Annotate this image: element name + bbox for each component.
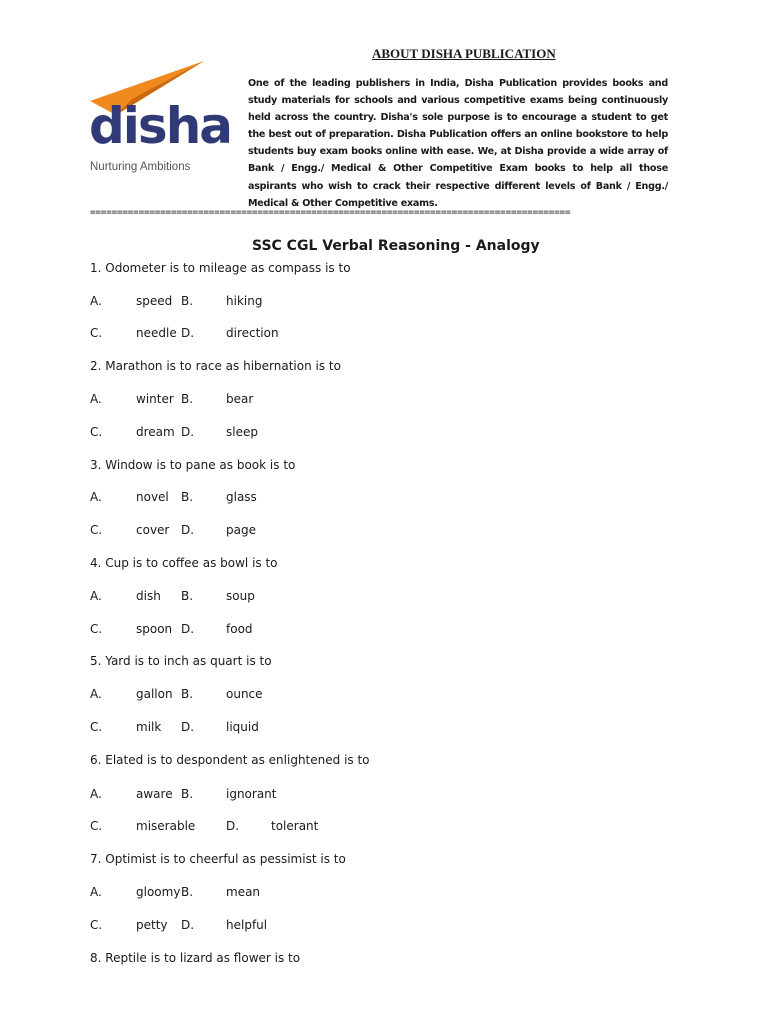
option-value-a: winter [136, 392, 174, 406]
option-label-a: A. [90, 392, 102, 406]
question-3: 3. Window is to pane as book is to [90, 458, 296, 472]
option-label-a: A. [90, 885, 102, 899]
question-4: 4. Cup is to coffee as bowl is to [90, 556, 278, 570]
option-value-a: gallon [136, 687, 173, 701]
option-value-d: helpful [226, 918, 268, 932]
option-value-c: milk [136, 720, 162, 734]
option-label-c: C. [90, 326, 103, 340]
option-value-b: soup [226, 589, 255, 603]
option-label-c: C. [90, 918, 103, 932]
option-value-d: page [226, 523, 256, 537]
option-label-b: B. [181, 392, 194, 406]
question-2: 2. Marathon is to race as hibernation is to [90, 359, 341, 373]
option-value-b: bear [226, 392, 254, 406]
option-label-d: D. [181, 918, 195, 932]
question-1: 1. Odometer is to mileage as compass is to [90, 261, 351, 275]
option-value-b: mean [226, 885, 261, 899]
option-value-d: sleep [226, 425, 258, 439]
option-value-d: liquid [226, 720, 259, 734]
option-label-d: D. [181, 326, 195, 340]
question-8: 8. Reptile is to lizard as flower is to [90, 951, 301, 965]
option-value-b: ounce [226, 687, 263, 701]
option-label-c: C. [90, 819, 103, 833]
option-label-c: C. [90, 622, 103, 636]
option-label-d: D. [181, 622, 195, 636]
option-value-b: glass [226, 490, 257, 504]
option-label-b: B. [181, 885, 194, 899]
option-label-c: C. [90, 425, 103, 439]
option-value-d: tolerant [271, 819, 319, 833]
option-label-c: C. [90, 720, 103, 734]
option-value-a: dish [136, 589, 161, 603]
option-value-c: miserable [136, 819, 196, 833]
option-label-b: B. [181, 787, 194, 801]
logo-wordmark: disha [89, 97, 232, 155]
section-divider: ========================================================================================= [90, 207, 571, 218]
option-label-d: D. [181, 425, 195, 439]
about-paragraph: One of the leading publishers in India, Disha Publication provides books and study materials for schools and various competitive exams being continuously held across the country. Disha's sole purpose is to encourage a student to get the best out of preparation. Disha Publication offers an online bookstore to help students buy exam books online with ease. We, at Disha provide a wide array of Bank / Engg./ Medical & Other Competitive Exam books to help all those aspirants who wish to crack their respective different levels of Bank / Engg./ Medical & Other Competitive exams. [248, 78, 668, 209]
document-title: SSC CGL Verbal Reasoning - Analogy [252, 238, 540, 254]
logo-tagline: Nurturing Ambitions [90, 161, 191, 173]
option-value-a: novel [136, 490, 169, 504]
option-value-c: cover [136, 523, 170, 537]
option-value-c: spoon [136, 622, 173, 636]
option-value-d: food [226, 622, 253, 636]
option-value-a: aware [136, 787, 173, 801]
option-label-b: B. [181, 687, 194, 701]
disha-logo [84, 55, 232, 180]
option-label-b: B. [181, 589, 194, 603]
option-label-d: D. [226, 819, 240, 833]
option-value-c: dream [136, 425, 175, 439]
option-value-b: ignorant [226, 787, 277, 801]
option-label-c: C. [90, 523, 103, 537]
option-value-c: petty [136, 918, 168, 932]
question-5: 5. Yard is to inch as quart is to [90, 654, 272, 668]
about-heading: ABOUT DISHA PUBLICATION [372, 46, 556, 61]
option-value-b: hiking [226, 294, 263, 308]
option-label-a: A. [90, 589, 102, 603]
option-value-d: direction [226, 326, 279, 340]
option-value-a: speed [136, 294, 173, 308]
option-label-a: A. [90, 787, 102, 801]
option-label-d: D. [181, 523, 195, 537]
option-label-a: A. [90, 490, 102, 504]
option-label-b: B. [181, 294, 194, 308]
option-value-c: needle [136, 326, 177, 340]
option-label-b: B. [181, 490, 194, 504]
option-label-d: D. [181, 720, 195, 734]
option-value-a: gloomy [136, 885, 181, 899]
option-label-a: A. [90, 294, 102, 308]
question-6: 6. Elated is to despondent as enlightened is to [90, 753, 370, 767]
question-7: 7. Optimist is to cheerful as pessimist is to [90, 852, 346, 866]
option-label-a: A. [90, 687, 102, 701]
